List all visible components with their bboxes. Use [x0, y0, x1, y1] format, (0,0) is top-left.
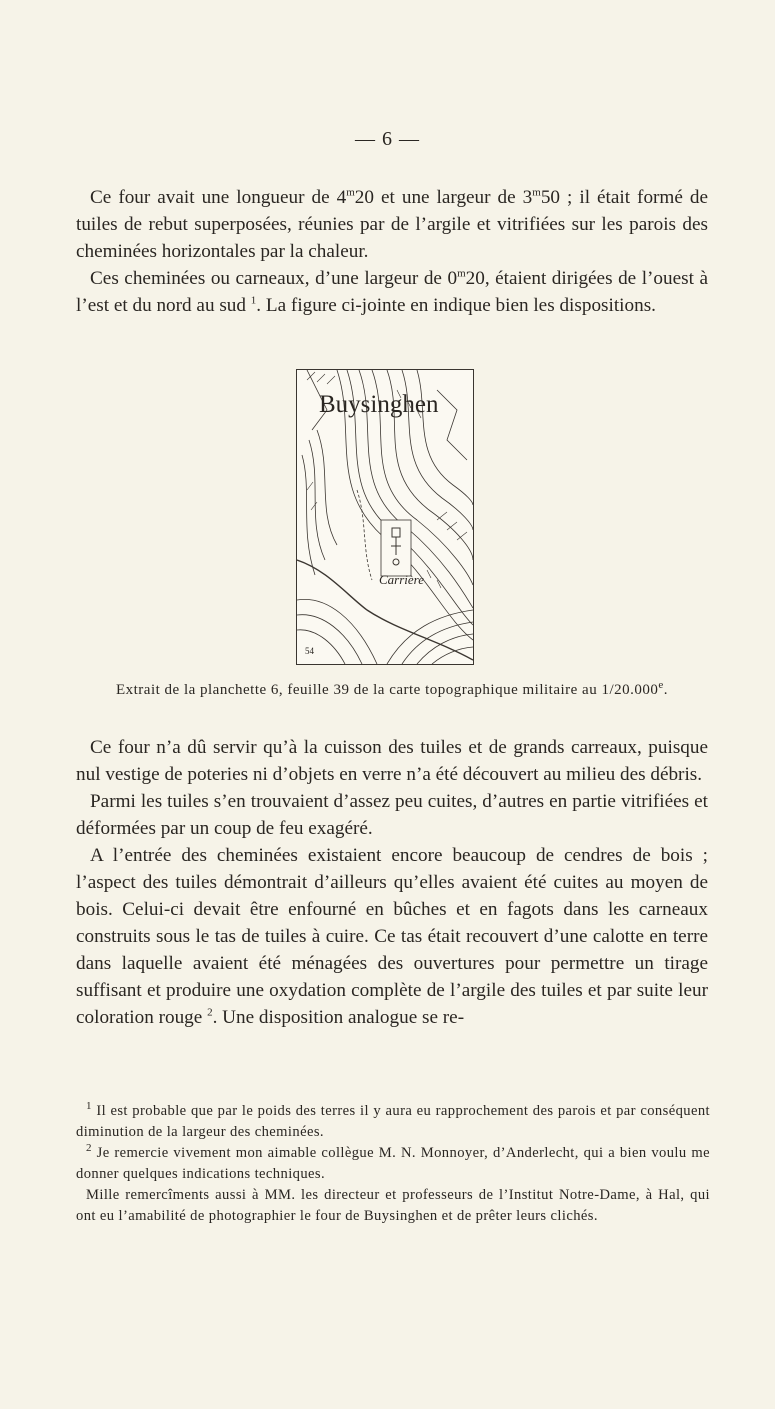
text-run: Extrait de la planchette 6, feuille 39 de la carte topographique militaire au 1/20.000 [115, 682, 659, 698]
topographic-map [297, 370, 473, 664]
footnote-ref: 2 [207, 1006, 213, 1019]
main-text [76, 734, 708, 1031]
text-run: . La figure ci-jointe en indique bien les dispositions. [256, 295, 656, 316]
text-run: A l’entrée des cheminées existaient encore beaucoup de cendres de bois ; l’aspect des tuiles démontrait d’ailleurs qu’elles avaient été cuites au moyen de bois. Celui-ci devait être enfourné en bûches et en fagots dans les carneaux construits sous le tas de tuiles à cuire. Ce tas était recouvert d’une calotte en terre dans laquelle avaient été ménagées des ouvertures pour permettre un tirage suffisant et produire une oxydation complète de l’argile des tuiles et par suite leur coloration rouge [76, 845, 708, 1028]
text-run: 20 et une largeur de 3 [354, 187, 533, 208]
intro-text [76, 184, 708, 319]
paragraph-tiles: Parmi les tuiles s’en trouvaient d’assez peu cuites, d’autres en partie vitrifiées et déformées par un coup de feu exagéré. [76, 791, 708, 839]
unit-superscript: m [346, 186, 355, 199]
text-run: . [663, 682, 669, 698]
footnote-ref: 1 [250, 294, 257, 307]
map-elevation-label: 54 [305, 646, 314, 656]
map-label-carriere: Carrière [379, 572, 425, 587]
paragraph-firing [76, 842, 708, 1031]
unit-superscript: m [532, 186, 541, 199]
footnote-2 [76, 1143, 710, 1185]
footnotes [76, 1101, 710, 1227]
paragraph-dimensions [76, 184, 708, 265]
text-run: Je remercie vivement mon aimable collègue M. N. Monnoyer, d’Anderlecht, qui a bien voulu me donner quelques indications techniques. [76, 1145, 710, 1182]
paragraph-use: Ce four n’a dû servir qu’à la cuisson des tuiles et de grands carreaux, puisque nul vestige de poteries ni d’objets en verre n’a été découvert au milieu des débris. [76, 737, 708, 785]
footnote-mark: 1 [86, 1100, 92, 1113]
ordinal-superscript: e [658, 679, 664, 691]
map-label-buysinghen: Buysinghen [319, 391, 439, 418]
text-run: Il est probable que par le poids des terres il y aura eu rapprochement des parois et par conséquent diminution de la largeur des cheminées. [76, 1103, 710, 1140]
footnote-mark: 2 [86, 1142, 92, 1155]
paragraph-chimneys [76, 265, 708, 319]
footnote-2-continued: Mille remercîments aussi à MM. les directeur et professeurs de l’Institut Notre-Dame, à Hal, qui ont eu l’amabilité de photographier le four de Buysinghen et de prêter leurs clichés. [76, 1187, 710, 1224]
text-run: . Une disposition analogue se re- [212, 1007, 465, 1028]
page-number: — 6 — [355, 128, 420, 150]
figure-caption [76, 680, 708, 701]
unit-superscript: m [457, 267, 466, 280]
text-run: 50 ; il était formé de tuiles de rebut superposées, réunies par de l’argile et vitrifiées sur les parois des cheminées horizontales par la chaleur. [76, 187, 708, 262]
footnote-1 [76, 1101, 710, 1143]
topographic-map-figure [296, 369, 474, 665]
text-run: 20, étaient dirigées de l’ouest à l’est et du nord au sud [76, 268, 708, 316]
text-run: Ce four avait une longueur de 4 [90, 187, 347, 208]
text-run: Ces cheminées ou carneaux, d’une largeur de 0 [90, 268, 458, 289]
